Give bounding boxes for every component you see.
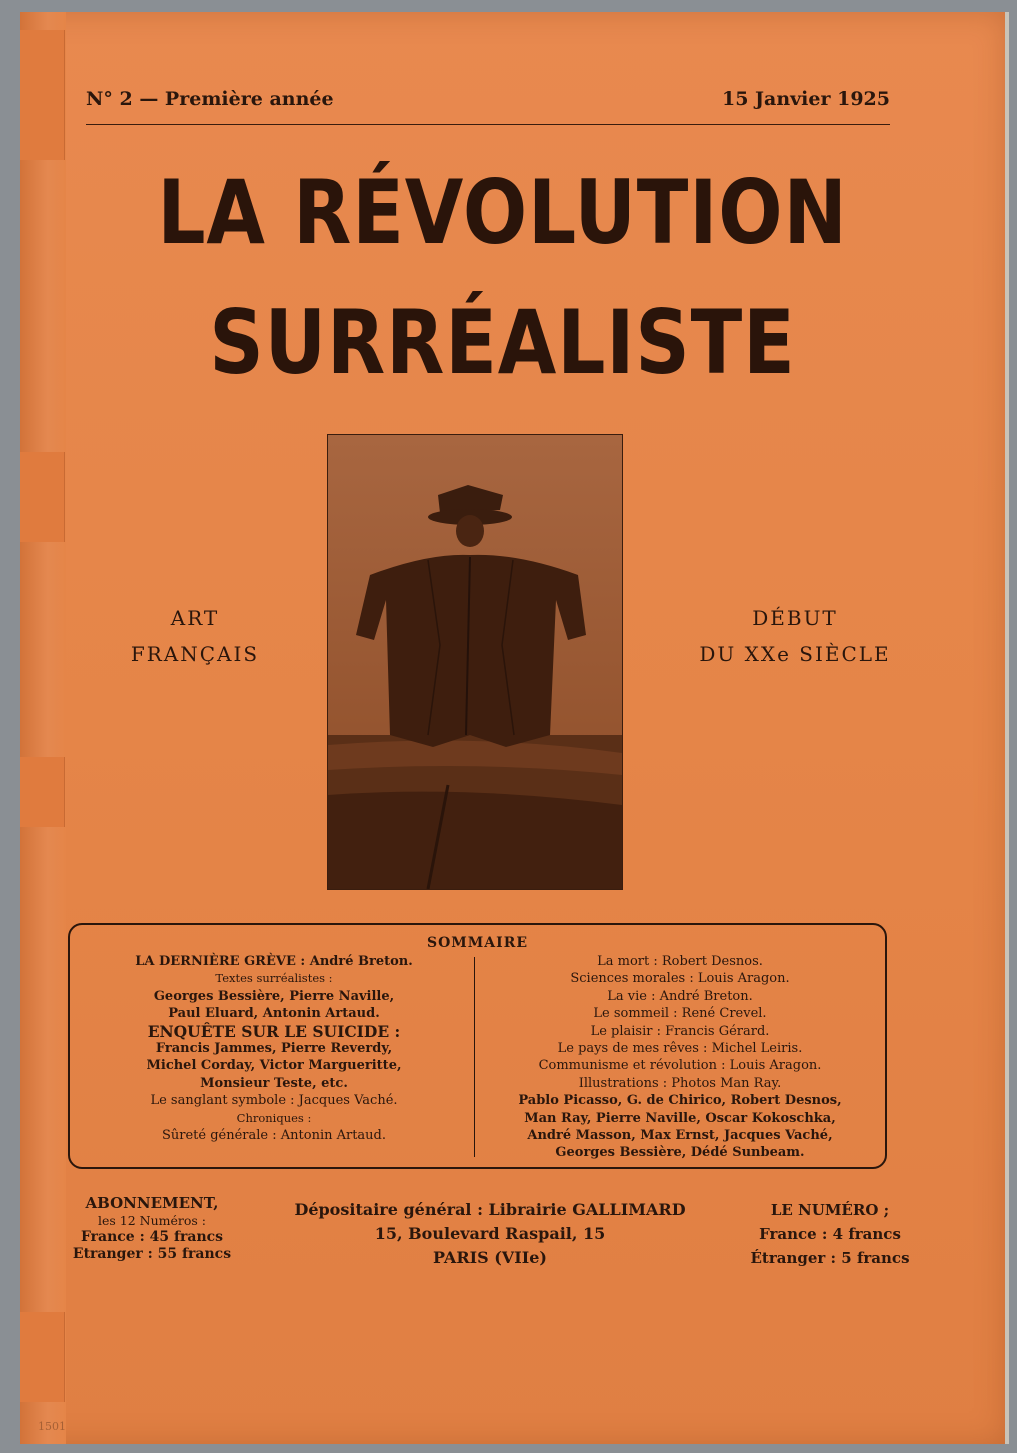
distributor-line: Dépositaire général : Librairie GALLIMARD — [294, 1200, 686, 1219]
table-of-contents — [68, 923, 887, 1169]
title-line-1: LA RÉVOLUTION — [157, 161, 848, 264]
paper-tab — [20, 452, 65, 542]
toc-entry: Francis Jammes, Pierre Reverdy, — [155, 1041, 393, 1057]
toc-entry: ENQUÊTE SUR LE SUICIDE : — [147, 1021, 401, 1041]
toc-entry: Monsieur Teste, etc. — [200, 1075, 348, 1091]
toc-entry: Chroniques : — [236, 1110, 312, 1125]
toc-entry: Georges Bessière, Pierre Naville, — [153, 988, 395, 1004]
price-block — [740, 1198, 920, 1270]
right-caption-line: DU XXe SIÈCLE — [699, 642, 891, 666]
paper-tab — [20, 757, 65, 827]
distributor-address: 15, Boulevard Raspail, 15 — [374, 1224, 606, 1243]
toc-heading: SOMMAIRE — [426, 935, 529, 951]
toc-divider — [474, 957, 475, 1157]
toc-right-column — [480, 953, 880, 1162]
toc-entry: Communisme et révolution : Louis Aragon. — [538, 1058, 822, 1074]
price-france: France : 4 francs — [759, 1225, 901, 1243]
distributor-city: PARIS (VIIe) — [433, 1248, 547, 1267]
subscription-france: France : 45 francs — [80, 1229, 224, 1245]
toc-entry: Paul Eluard, Antonin Artaud. — [168, 1006, 380, 1022]
toc-entry: Le pays de mes rêves : Michel Leiris. — [557, 1041, 803, 1057]
handwritten-mark: 1501 — [38, 1420, 66, 1433]
right-caption — [680, 600, 910, 672]
issue-number: N° 2 — Première année — [86, 88, 334, 110]
price-heading: LE NUMÉRO ; — [770, 1201, 890, 1219]
paper-tab — [20, 30, 65, 160]
toc-entry: La mort : Robert Desnos. — [597, 954, 763, 969]
scarecrow-illustration — [328, 435, 622, 889]
cover-spine — [20, 12, 66, 1444]
toc-entry: La vie : André Breton. — [607, 988, 753, 1004]
toc-entry: Sûreté générale : Antonin Artaud. — [161, 1128, 387, 1144]
price-etranger: Étranger : 5 francs — [750, 1249, 910, 1267]
toc-left-column — [74, 953, 474, 1144]
left-caption-line: FRANÇAIS — [130, 642, 260, 666]
left-caption — [120, 600, 270, 672]
right-caption-line: DÉBUT — [752, 606, 838, 630]
scarecrow-photo — [327, 434, 623, 890]
paper-tab — [20, 1312, 65, 1402]
toc-entry: Le sommeil : René Crevel. — [593, 1006, 767, 1022]
issue-date: 15 Janvier 1925 — [721, 88, 890, 110]
toc-entry: Pablo Picasso, G. de Chirico, Robert Desnos, — [518, 1093, 842, 1109]
header-rule — [86, 124, 890, 125]
toc-entry: Le sanglant symbole : Jacques Vaché. — [150, 1093, 398, 1109]
issue-header — [86, 88, 890, 110]
subscription-block — [62, 1195, 242, 1263]
toc-entry: Man Ray, Pierre Naville, Oscar Kokoschka, — [524, 1110, 836, 1126]
subscription-sub: les 12 Numéros : — [97, 1213, 206, 1228]
toc-entry: Georges Bessière, Dédé Sunbeam. — [555, 1145, 805, 1161]
toc-entry: André Masson, Max Ernst, Jacques Vaché, — [527, 1128, 833, 1144]
toc-entry: LA DERNIÈRE GRÈVE : André Breton. — [135, 954, 413, 969]
distributor-block — [270, 1198, 710, 1270]
toc-entry: Textes surréalistes : — [215, 971, 333, 986]
toc-entry: Illustrations : Photos Man Ray. — [578, 1075, 782, 1091]
toc-entry: Michel Corday, Victor Margueritte, — [146, 1058, 402, 1074]
toc-entry: Le plaisir : Francis Gérard. — [590, 1023, 770, 1039]
toc-entry: Sciences morales : Louis Aragon. — [570, 971, 790, 987]
title-line-2: SURRÉALISTE — [209, 291, 796, 394]
subscription-heading: ABONNEMENT, — [85, 1194, 219, 1212]
subscription-etranger: Etranger : 55 francs — [72, 1246, 232, 1262]
left-caption-line: ART — [170, 606, 220, 630]
